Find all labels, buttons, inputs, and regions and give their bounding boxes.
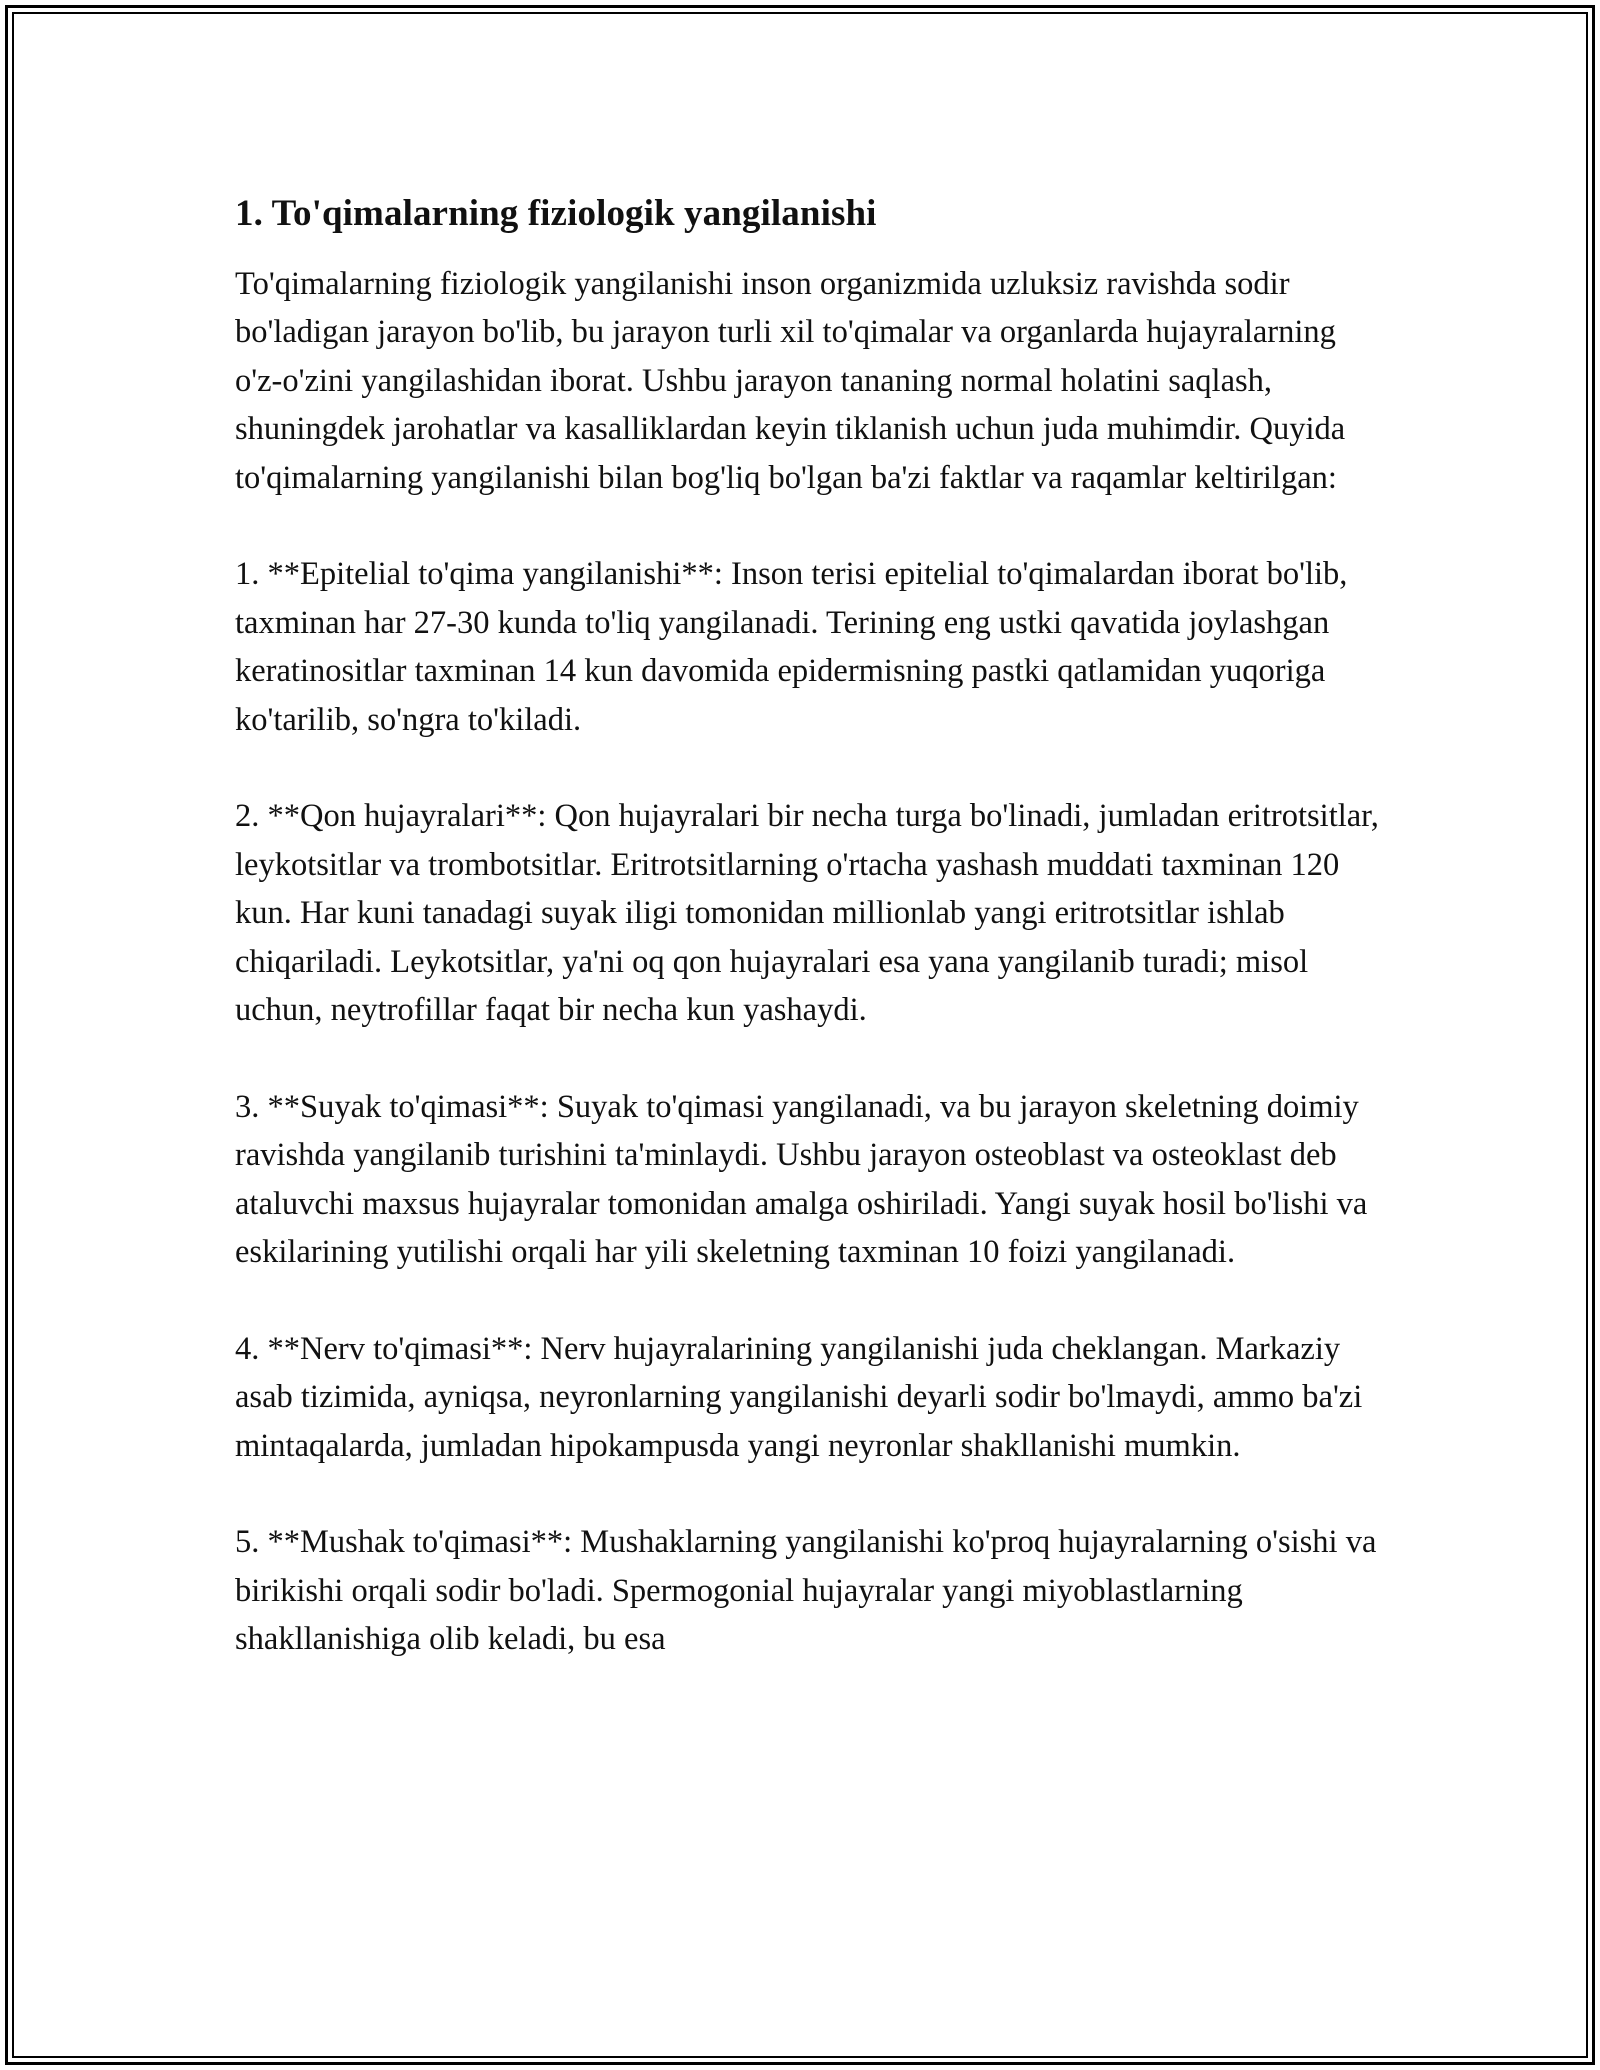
list-item-nerve-tissue: 4. **Nerv to'qimasi**: Nerv hujayralarining yangilanishi juda cheklangan. Markaziy asab tizimida, ayniqsa, neyronlarning yangilanishi deyarli sodir bo'lmaydi, ammo ba'zi mintaqalarda, jumladan hipokampusda yangi neyronlar shakllanishi mumkin. xyxy=(235,1330,1363,1464)
list-item-blood-cells: 2. **Qon hujayralari**: Qon hujayralari bir necha turga bo'linadi, jumladan eritrotsitlar, leykotsitlar va trombotsitlar. Eritrotsitlarning o'rtacha yashash muddati taxminan 120 kun. Har kuni tanadagi suyak iligi tomonidan millionlab yangi eritrotsitlar ishlab chiqariladi. Leykotsitlar, ya'ni oq qon hujayralari esa yana yangilanib turadi; misol uchun, neytrofillar faqat bir necha kun yashaydi. xyxy=(235,798,1379,1029)
list-item-bone-tissue: 3. **Suyak to'qimasi**: Suyak to'qimasi yangilanadi, va bu jarayon skeletning doimiy ravishda yangilanib turishini ta'minlaydi. Ushbu jarayon osteoblast va osteoklast deb ataluvchi maxsus hujayralar tomonidan amalga oshiriladi. Yangi suyak hosil bo'lishi va eskilarining yutilishi orqali har yili skeletning taxminan 10 foizi yangilanadi. xyxy=(235,1088,1368,1271)
list-item-muscle-tissue: 5. **Mushak to'qimasi**: Mushaklarning yangilanishi ko'proq hujayralarning o'sishi va birikishi orqali sodir bo'ladi. Spermogonial hujayralar yangi miyoblastlarning shakllanishiga olib keladi, bu esa xyxy=(235,1524,1377,1658)
intro-paragraph: To'qimalarning fiziologik yangilanishi inson organizmida uzluksiz ravishda sodir bo'ladigan jarayon bo'lib, bu jarayon turli xil to'qimalar va organlarda hujayralarning o'z-o'zini yangilashidan iborat. Ushbu jarayon tananing normal holatini saqlash, shuningdek jarohatlar va kasalliklardan keyin tiklanish uchun juda muhimdir. Quyida to'qimalarning yangilanishi bilan bog'liq bo'lgan ba'zi faktlar va raqamlar keltirilgan: xyxy=(235,266,1346,496)
section-heading: 1. To'qimalarning fiziologik yangilanishi xyxy=(235,193,877,234)
document-body xyxy=(235,186,1385,1664)
list-item-epithelial: 1. **Epitelial to'qima yangilanishi**: Inson terisi epitelial to'qimalardan iborat bo'lib, taxminan har 27-30 kunda to'liq yangilanadi. Terining eng ustki qavatida joylashgan keratinositlar taxminan 14 kun davomida epidermisning pastki qatlamidan yuqoriga ko'tarilib, so'ngra to'kiladi. xyxy=(235,556,1348,738)
